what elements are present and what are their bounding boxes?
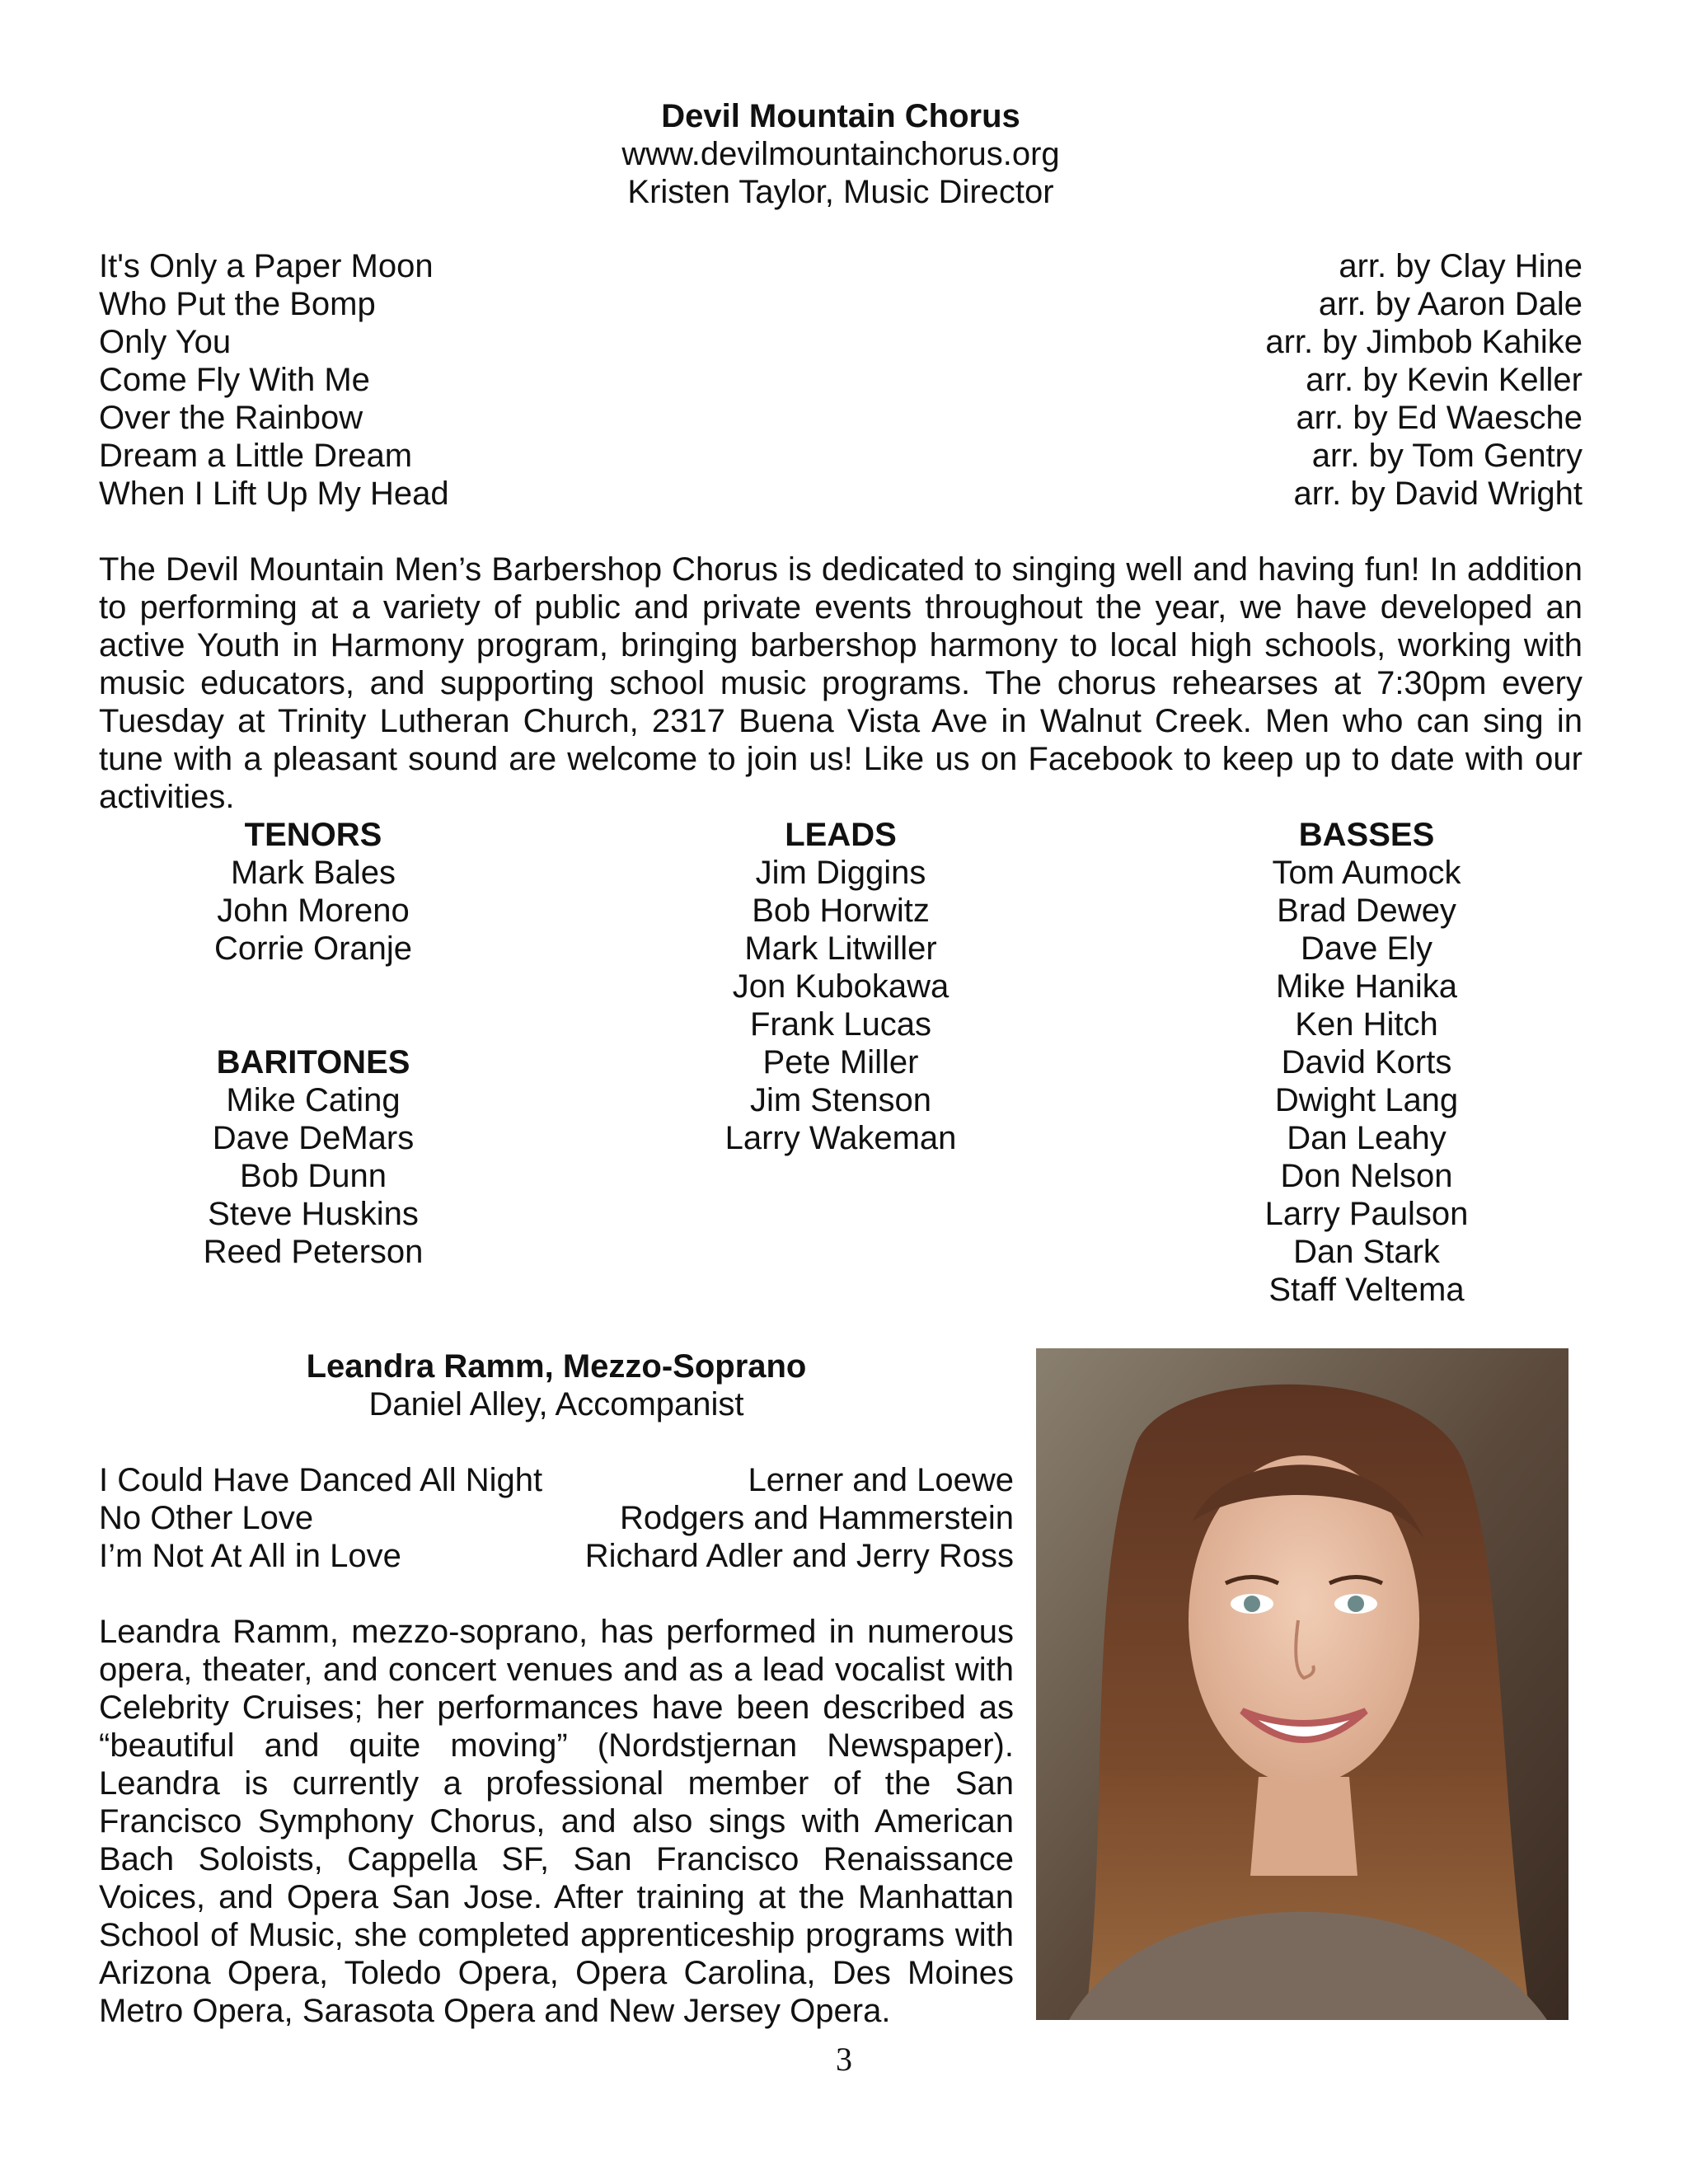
member-name: Dave Ely	[1300, 930, 1433, 967]
member-name: Ken Hitch	[1295, 1006, 1438, 1043]
chorus-name: Devil Mountain Chorus	[661, 98, 1020, 134]
chorus-header	[99, 97, 1582, 211]
soloist-accompanist: Daniel Alley, Accompanist	[368, 1386, 744, 1422]
song-composer: Rodgers and Hammerstein	[620, 1500, 1014, 1536]
program-item	[99, 475, 1582, 513]
member-name: Dan Stark	[1293, 1234, 1440, 1270]
page-number: 3	[836, 2041, 852, 2078]
song-title: I’m Not At All in Love	[99, 1538, 401, 1574]
song-arranger: arr. by Ed Waesche	[1296, 400, 1582, 436]
program-item	[99, 247, 1582, 285]
member-name: Tom Aumock	[1272, 855, 1461, 891]
member-name: Mark Bales	[230, 855, 396, 891]
program-item	[99, 1537, 1014, 1575]
song-arranger: arr. by Jimbob Kahike	[1265, 324, 1582, 360]
program-item	[99, 399, 1582, 437]
chorus-program-list	[99, 247, 1582, 513]
song-composer: Richard Adler and Jerry Ross	[584, 1538, 1014, 1574]
song-title: Only You	[99, 324, 232, 360]
member-name: Mike Cating	[226, 1082, 401, 1118]
member-name: Jim Diggins	[755, 855, 926, 891]
section-heading: TENORS	[244, 817, 382, 853]
member-name: Frank Lucas	[749, 1006, 932, 1043]
member-name: Don Nelson	[1280, 1158, 1453, 1194]
song-title: It's Only a Paper Moon	[99, 248, 434, 284]
song-title: When I Lift Up My Head	[99, 476, 449, 512]
song-title: I Could Have Danced All Night	[99, 1462, 543, 1498]
song-arranger: arr. by Kevin Keller	[1306, 362, 1582, 398]
member-name: Jim Stenson	[749, 1082, 932, 1118]
member-name: Mark Litwiller	[744, 930, 937, 967]
program-item	[99, 361, 1582, 399]
program-item	[99, 1461, 1014, 1499]
member-name: Larry Wakeman	[724, 1120, 957, 1156]
member-name: Reed Peterson	[203, 1234, 424, 1270]
section-heading: BASSES	[1298, 817, 1435, 853]
member-name: Mike Hanika	[1275, 968, 1458, 1005]
member-name: Dave DeMars	[212, 1120, 415, 1156]
program-item	[99, 323, 1582, 361]
member-name: Corrie Oranje	[213, 930, 413, 967]
song-arranger: arr. by Tom Gentry	[1311, 438, 1582, 474]
song-title: Who Put the Bomp	[99, 286, 376, 322]
song-title: Come Fly With Me	[99, 362, 370, 398]
soloist-name: Leandra Ramm, Mezzo-Soprano	[306, 1348, 807, 1385]
song-composer: Lerner and Loewe	[748, 1462, 1014, 1498]
basses-section	[1160, 816, 1573, 1309]
section-heading: BARITONES	[216, 1044, 410, 1080]
member-name: Jon Kubokawa	[732, 968, 950, 1005]
program-item	[99, 285, 1582, 323]
song-arranger: arr. by Clay Hine	[1339, 248, 1582, 284]
chorus-website: www.devilmountainchorus.org	[621, 136, 1060, 172]
chorus-director: Kristen Taylor, Music Director	[627, 174, 1054, 210]
member-name: David Korts	[1281, 1044, 1452, 1080]
member-name: Dwight Lang	[1274, 1082, 1459, 1118]
member-name: Staff Veltema	[1268, 1272, 1465, 1308]
song-title: Dream a Little Dream	[99, 438, 413, 474]
baritones-section	[107, 1043, 519, 1271]
song-title: No Other Love	[99, 1500, 314, 1536]
member-name: Steve Huskins	[208, 1196, 419, 1232]
tenors-section	[107, 816, 519, 968]
member-name: Bob Dunn	[240, 1158, 387, 1194]
program-item	[99, 1499, 1014, 1537]
soloist-header	[140, 1347, 973, 1423]
member-name: Larry Paulson	[1264, 1196, 1469, 1232]
soloist-bio: Leandra Ramm, mezzo-soprano, has performed in numerous opera, theater, and concert venues and as a lead vocalist with Celebrity Cruises; her performances have been described as “beautiful and quite moving” (Nordstjernan Newspaper). Leandra is currently a professional member of the San Francisco Symphony Chorus, and also sings with American Bach Soloists, Cappella SF, San Francisco Renaissance Voices, and Opera San Jose. After training at the Manhattan School of Music, she completed apprenticeship programs with Arizona Opera, Toledo Opera, Opera Carolina, Des Moines Metro Opera, Sarasota Opera and New Jersey Opera.	[99, 1614, 1014, 2029]
song-arranger: arr. by David Wright	[1293, 476, 1582, 512]
section-heading: LEADS	[785, 817, 897, 853]
soloist-portrait-photo	[1036, 1348, 1568, 2020]
song-title: Over the Rainbow	[99, 400, 363, 436]
portrait-image	[1036, 1348, 1568, 2020]
member-name: Pete Miller	[762, 1044, 919, 1080]
member-name: John Moreno	[217, 893, 410, 929]
leads-section	[635, 816, 1047, 1157]
member-name: Dan Leahy	[1287, 1120, 1447, 1156]
song-arranger: arr. by Aaron Dale	[1318, 286, 1582, 322]
member-name: Brad Dewey	[1277, 893, 1456, 929]
chorus-description: The Devil Mountain Men’s Barbershop Chorus is dedicated to singing well and having fun! In addition to performing at a variety of public and private events throughout the year, we have developed an active Youth in Harmony program, bringing barbershop harmony to local high schools, working with music educators, and supporting school music programs. The chorus rehearses at 7:30pm every Tuesday at Trinity Lutheran Church, 2317 Buena Vista Ave in Walnut Creek. Men who can sing in tune with a pleasant sound are welcome to join us! Like us on Facebook to keep up to date with our activities.	[99, 551, 1582, 815]
member-name: Bob Horwitz	[752, 893, 930, 929]
soloist-program-list	[99, 1461, 1014, 1575]
program-item	[99, 437, 1582, 475]
